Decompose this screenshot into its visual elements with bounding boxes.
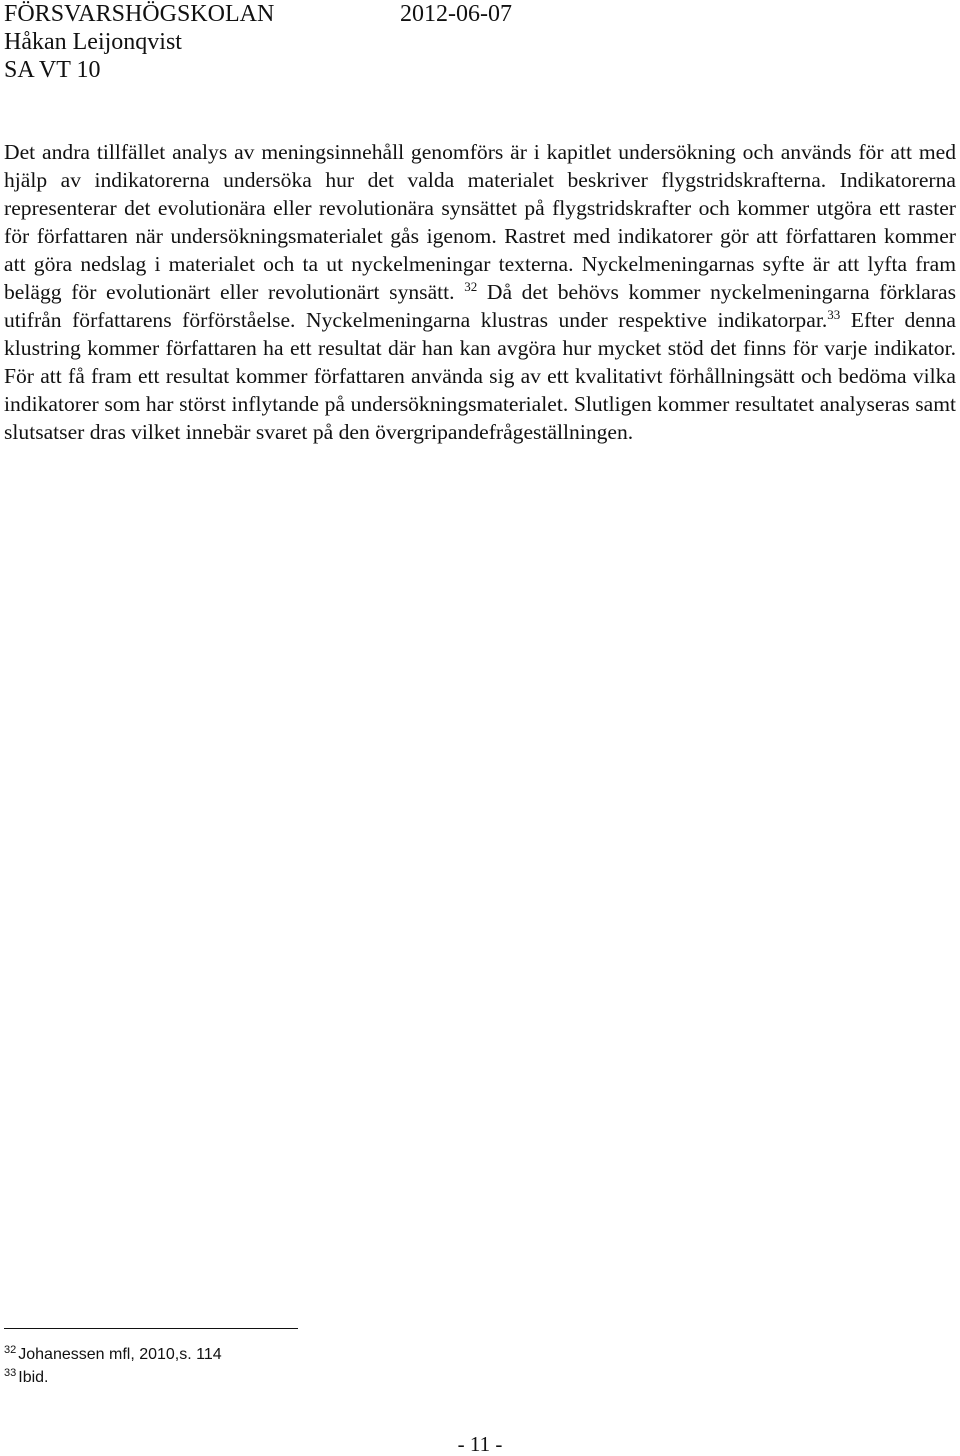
paragraph-text-3: Efter denna klustring kommer författaren ha ett resultat där han kan avgöra hur mycket stöd det finns för varje indikator. För att få fram ett resultat kommer författaren använda sig av ett kvalitativt förhållningsätt och bedöma vilka indikatorer som har störst inflytande på undersökningsmaterialet. Slutligen kommer resultatet analyseras samt slutsatser dras vilket innebär svaret på den övergripandefrågeställningen. (4, 308, 956, 444)
document-date: 2012-06-07 (400, 1, 512, 27)
header-row-2 (4, 28, 604, 56)
header-row-3 (4, 56, 604, 84)
footnote-text: Ibid. (18, 1369, 49, 1386)
paragraph-text-2: Då det behövs kommer nyckelmeningarna förklaras utifrån författarens förförståelse. Nyckelmeningarna klustras under respektive indikatorpar. (4, 280, 956, 332)
body-paragraph (4, 138, 956, 446)
institution-name: FÖRSVARSHÖGSKOLAN (4, 1, 275, 27)
footnote-33 (4, 1366, 222, 1389)
author-name: Håkan Leijonqvist (4, 29, 182, 55)
footnote-text: Johanessen mfl, 2010,s. 114 (18, 1346, 222, 1363)
page-header (4, 0, 604, 84)
footnote-separator (4, 1328, 298, 1329)
footnote-ref-33[interactable]: 33 (827, 306, 841, 322)
page-number: - 11 - (457, 1432, 503, 1456)
header-row-1 (4, 0, 604, 28)
course-code: SA VT 10 (4, 57, 101, 83)
paragraph-text-1: Det andra tillfället analys av meningsinnehåll genomförs är i kapitlet undersökning och används för att med hjälp av indikatorerna undersöka hur det valda materialet beskriver flygstridskrafterna. Indikatorerna representerar det evolutionära eller revolutionära synsättet på flygstridskrafter och kommer utgöra ett raster för författaren när undersökningsmaterialet gås igenom. Rastret med indikatorer gör att författaren kommer att göra nedslag i materialet och ta ut nyckelmeningar texterna. Nyckelmeningarnas syfte är att lyfta fram belägg för evolutionärt eller revolutionärt synsätt. (4, 140, 956, 304)
footnote-ref-32[interactable]: 32 (464, 278, 478, 294)
footnote-32 (4, 1343, 222, 1366)
footnotes (4, 1343, 222, 1389)
footnote-number: 32 (4, 1343, 17, 1356)
footnote-number: 33 (4, 1366, 17, 1379)
